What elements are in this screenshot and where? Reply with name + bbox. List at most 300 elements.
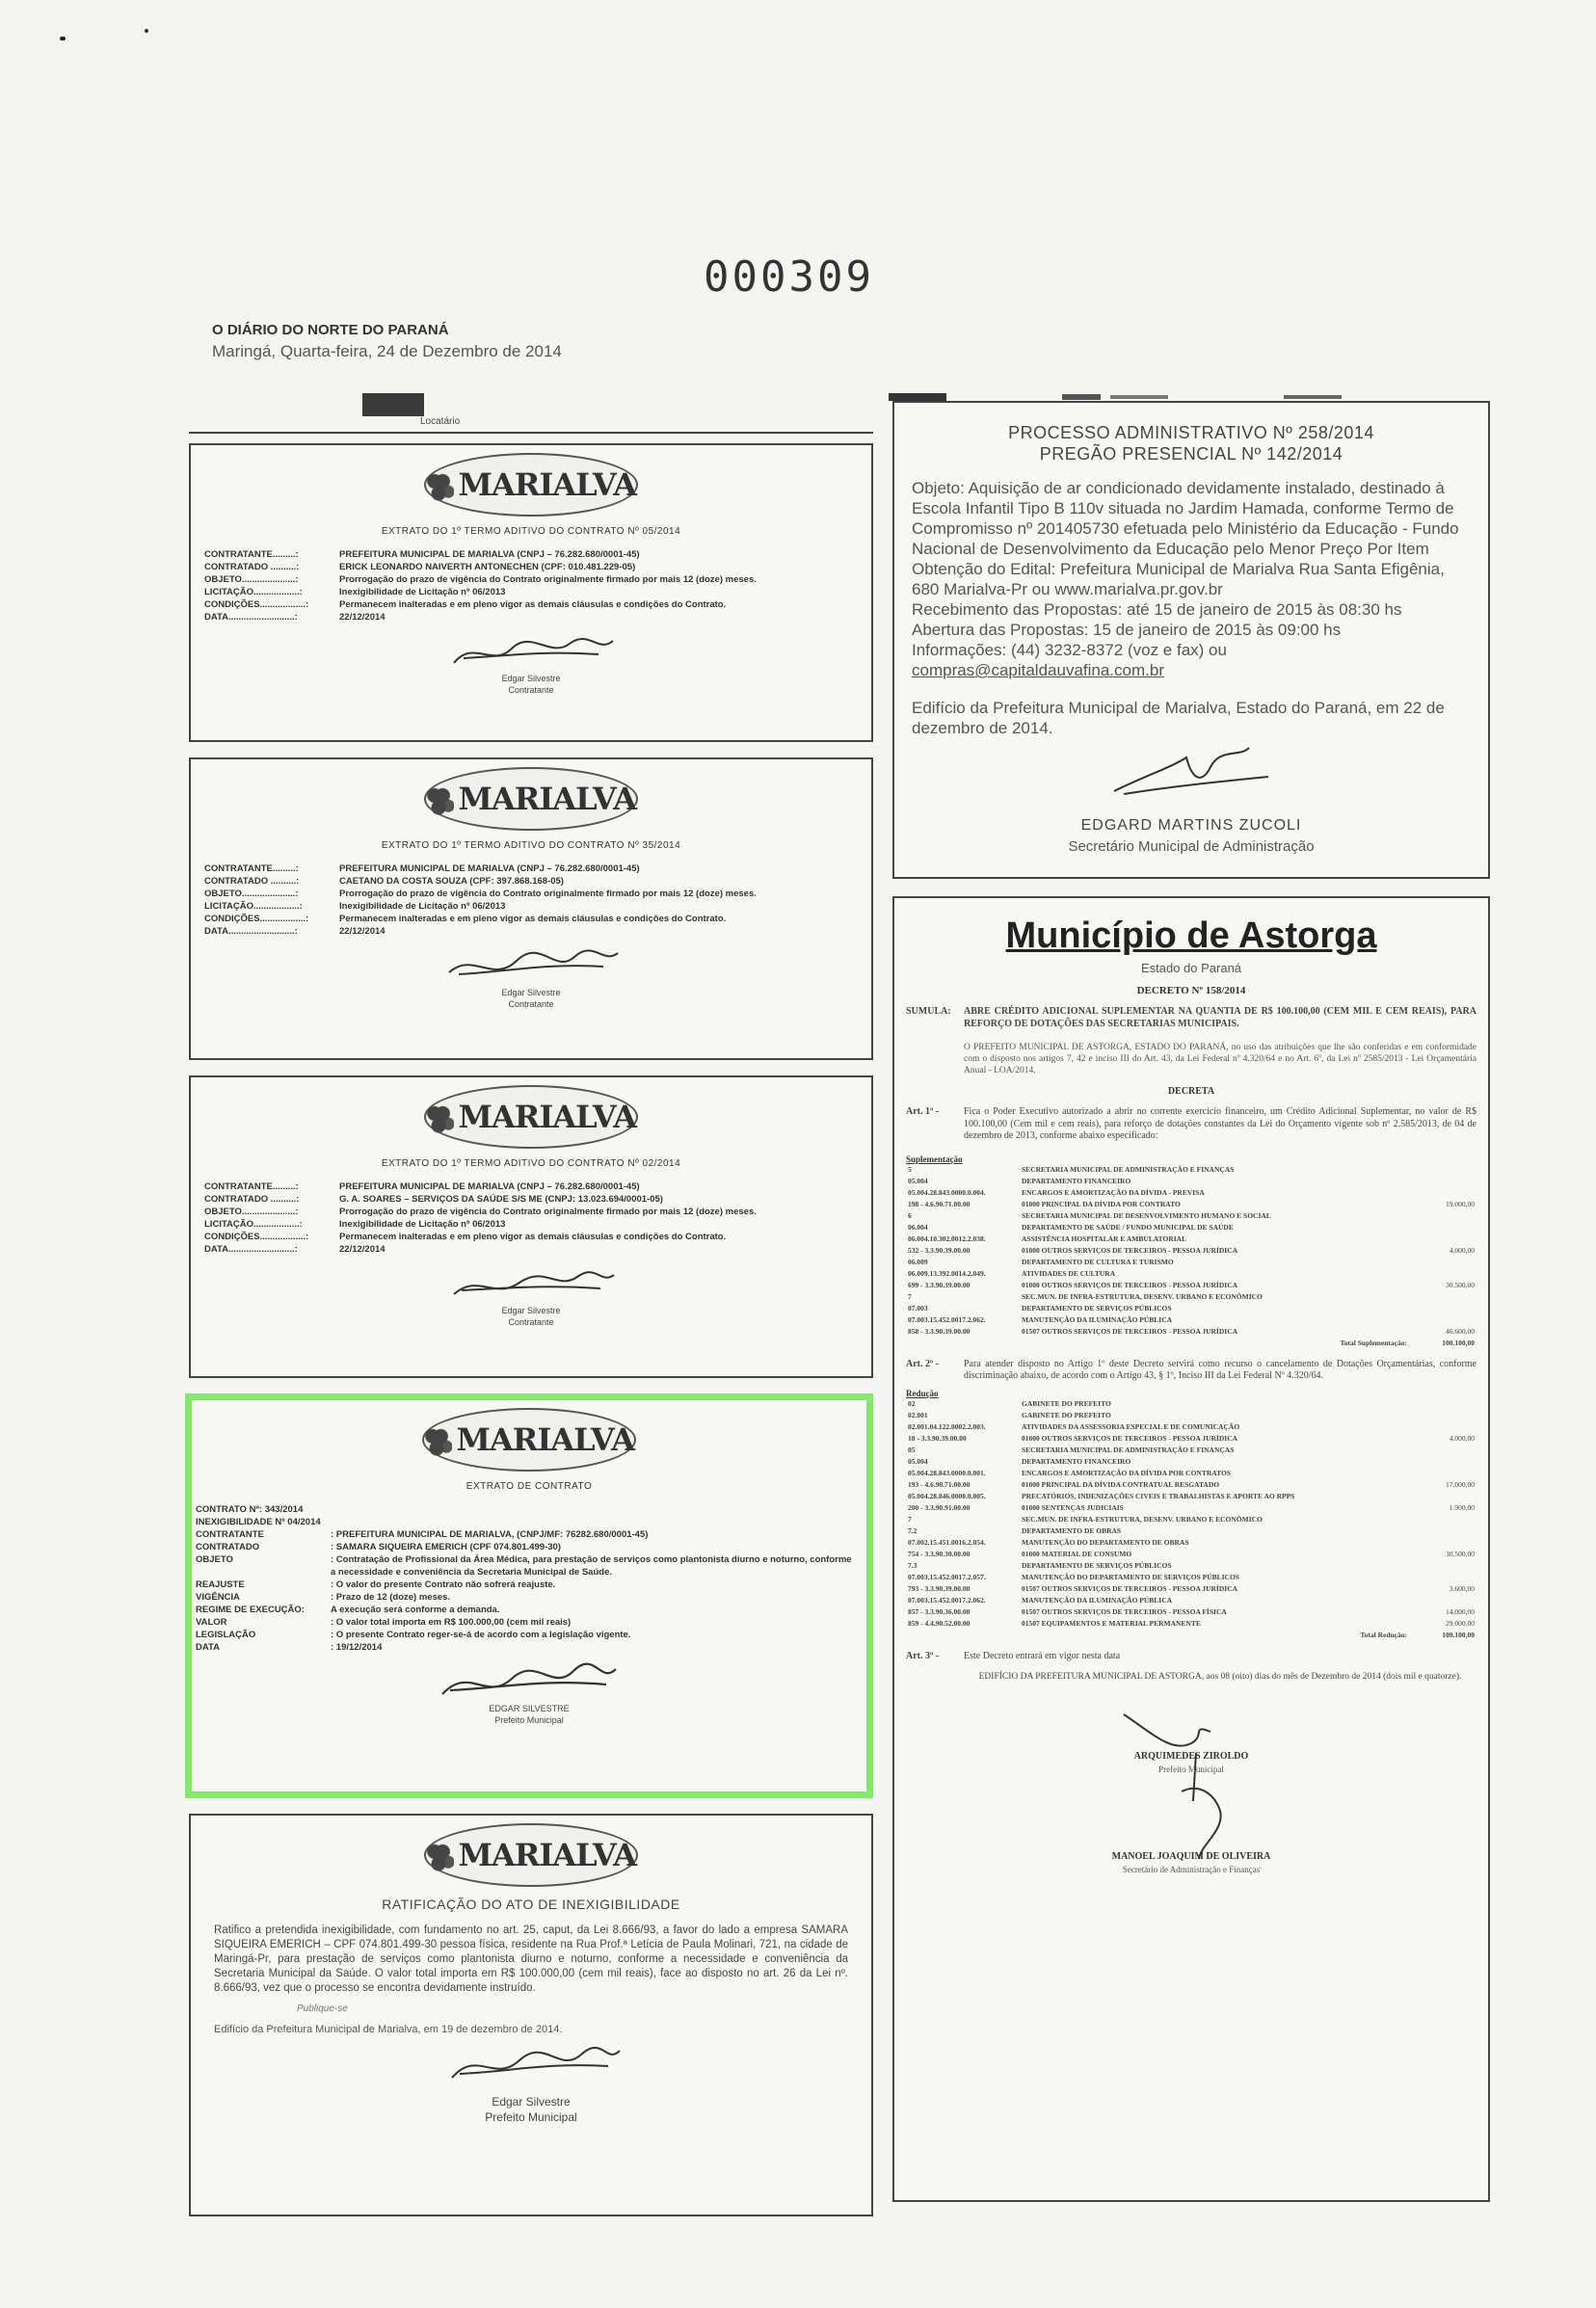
budget-description: 01000 MATERIAL DE CONSUMO bbox=[1022, 1550, 1132, 1558]
field-row bbox=[196, 1516, 853, 1528]
field-label: CONTRATADO ..........: bbox=[204, 562, 300, 572]
budget-row bbox=[906, 1606, 1476, 1618]
field-row bbox=[204, 1206, 858, 1218]
field-label: CONTRATADO bbox=[196, 1542, 260, 1552]
budget-description: ENCARGOS E AMORTIZAÇÃO DA DÍVIDA - PREVISA bbox=[1022, 1188, 1205, 1197]
budget-amount: 3.600,00 bbox=[1449, 1584, 1475, 1593]
budget-description: GABINETE DO PREFEITO bbox=[1022, 1411, 1111, 1419]
field-label: DATA..........................: bbox=[204, 1244, 298, 1255]
field-value: Permanecem inalteradas e em pleno vigor as demais cláusulas e condições do Contrato. bbox=[339, 599, 727, 610]
field-value: 22/12/2014 bbox=[339, 926, 386, 937]
budget-row bbox=[906, 1164, 1476, 1176]
logo-text: MARIALVA bbox=[458, 781, 636, 817]
field-label: LICITAÇÃO..................: bbox=[204, 901, 303, 912]
reducao-heading: Redução bbox=[906, 1388, 939, 1398]
budget-amount: 4.000,00 bbox=[1449, 1246, 1475, 1255]
budget-amount bbox=[1409, 1257, 1476, 1268]
signer-name: Edgar Silvestre bbox=[501, 1306, 561, 1315]
signer-name: MANOEL JOAQUIM DE OLIVEIRA bbox=[1111, 1851, 1271, 1862]
field-value: Prorrogação do prazo de vigência do Contrato originalmente firmado por mais 12 (doze) meses. bbox=[339, 1207, 757, 1217]
budget-row bbox=[906, 1280, 1476, 1291]
signature-scribble bbox=[435, 629, 627, 677]
budget-description: 01507 OUTROS SERVIÇOS DE TERCEIROS - PESSOA FÍSICA bbox=[1022, 1607, 1227, 1616]
budget-description: 01000 OUTROS SERVIÇOS DE TERCEIROS - PESSOA JURÍDICA bbox=[1022, 1281, 1238, 1289]
budget-amount bbox=[1409, 1398, 1476, 1410]
extrato-contrato-highlighted bbox=[185, 1393, 873, 1798]
field-label: CONTRATANTE.........: bbox=[204, 863, 299, 874]
budget-description: DEPARTAMENTO DE OBRAS bbox=[1022, 1526, 1122, 1535]
field-value: : Contratação de Profissional da Área Médica, para prestação de serviços como plantonista diurno e noturno, conforme a necessidade e conveniência da Secretaria Municipal de Saúde. bbox=[331, 1554, 852, 1578]
field-row bbox=[196, 1591, 853, 1604]
budget-code: 05.004 bbox=[908, 1457, 928, 1466]
field-row bbox=[204, 862, 858, 875]
article-text: Este Decreto entrará em vigor nesta data bbox=[964, 1650, 1121, 1661]
field-row bbox=[204, 598, 858, 611]
signer-role: Secretário de Administração e Finanças bbox=[1122, 1865, 1261, 1874]
field-value: : O valor total importa em R$ 100.000,00 (cem mil reais) bbox=[331, 1617, 572, 1628]
field-value: Inexigibilidade de Licitação nº 06/2013 bbox=[339, 587, 506, 597]
budget-amount bbox=[1409, 1176, 1476, 1187]
budget-code: 07.003 bbox=[908, 1304, 928, 1313]
total-amount: 100.100,00 bbox=[1442, 1631, 1475, 1639]
field-label: CONTRATO Nº: 343/2014 bbox=[196, 1504, 304, 1515]
field-label: VIGÊNCIA bbox=[196, 1592, 240, 1603]
field-value: : O valor do presente Contrato não sofrerá reajuste. bbox=[331, 1579, 556, 1590]
field-row bbox=[196, 1541, 853, 1553]
article-3 bbox=[906, 1651, 1476, 1663]
article-1 bbox=[906, 1106, 1476, 1143]
field-row bbox=[204, 611, 858, 623]
field-label: REGIME DE EXECUÇÃO: bbox=[196, 1605, 305, 1615]
budget-row bbox=[906, 1303, 1476, 1314]
signer-name: Edgar Silvestre bbox=[501, 674, 561, 683]
budget-description: 01507 EQUIPAMENTOS E MATERIAL PERMANENTE bbox=[1022, 1619, 1201, 1628]
signer-name: EDGAR SILVESTRE bbox=[489, 1704, 570, 1713]
signature-scribble bbox=[423, 1659, 635, 1708]
ratificacao-place: Edifício da Prefeitura Municipal de Marialva, em 19 de dezembro de 2014. bbox=[214, 2024, 563, 2035]
budget-description: SEC.MUN. DE INFRA-ESTRUTURA, DESENV. URBANO E ECONÔMICO bbox=[1022, 1515, 1263, 1524]
field-label: CONDIÇÕES..................: bbox=[204, 1232, 309, 1242]
astorga-decree-box bbox=[892, 896, 1490, 2202]
article-2 bbox=[906, 1359, 1476, 1383]
budget-row bbox=[906, 1560, 1476, 1572]
budget-code: 200 - 3.3.90.91.00.00 bbox=[908, 1503, 971, 1512]
budget-description: 01000 SENTENÇAS JUDICIAIS bbox=[1022, 1503, 1124, 1512]
field-value: : Prazo de 12 (doze) meses. bbox=[331, 1592, 451, 1603]
budget-description: DEPARTAMENTO DE SAÚDE / FUNDO MUNICIPAL DE SAÚDE bbox=[1022, 1223, 1234, 1232]
field-label: CONTRATANTE.........: bbox=[204, 549, 299, 560]
closing-text: EDIFÍCIO DA PREFEITURA MUNICIPAL DE ASTORGA, aos 08 (oito) dias do mês de Dezembro de 2014 (dois mil e quatorze). bbox=[978, 1672, 1462, 1682]
budget-code: 699 - 3.3.90.39.00.00 bbox=[908, 1281, 971, 1289]
budget-row bbox=[906, 1549, 1476, 1560]
budget-description: ENCARGOS E AMORTIZAÇÃO DA DÍVIDA POR CONTRATOS bbox=[1022, 1469, 1231, 1477]
budget-code: 06.004 bbox=[908, 1223, 928, 1232]
budget-amount: 1.900,00 bbox=[1449, 1503, 1475, 1512]
budget-description: SECRETARIA MUNICIPAL DE ADMINISTRAÇÃO E FINANÇAS bbox=[1022, 1446, 1235, 1454]
field-row bbox=[204, 913, 858, 925]
field-row bbox=[204, 1181, 858, 1193]
extrato-title: EXTRATO DO 1º TERMO ADITIVO DO CONTRATO Nº 05/2014 bbox=[381, 526, 681, 537]
field-value: PREFEITURA MUNICIPAL DE MARIALVA (CNPJ – 76.282.680/0001-45) bbox=[339, 1181, 640, 1192]
newspaper-date: Maringá, Quarta-feira, 24 de Dezembro de 2014 bbox=[212, 342, 562, 360]
budget-amount bbox=[1409, 1268, 1476, 1280]
article-label: Art. 2º - bbox=[906, 1358, 940, 1369]
field-label: CONTRATANTE bbox=[196, 1529, 264, 1540]
budget-amount bbox=[1409, 1514, 1476, 1525]
budget-row bbox=[906, 1421, 1476, 1433]
budget-amount bbox=[1409, 1187, 1476, 1199]
field-value: A execução será conforme a demanda. bbox=[331, 1605, 500, 1615]
field-label: LICITAÇÃO..................: bbox=[204, 587, 303, 597]
signer-role: Prefeito Municipal bbox=[494, 1715, 564, 1725]
budget-description: GABINETE DO PREFEITO bbox=[1022, 1399, 1111, 1408]
article-label: Art. 3º - bbox=[906, 1650, 940, 1661]
field-value: Inexigibilidade de Licitação nº 06/2013 bbox=[339, 1219, 506, 1230]
budget-description: SECRETARIA MUNICIPAL DE ADMINISTRAÇÃO E FINANÇAS bbox=[1022, 1165, 1235, 1174]
budget-row bbox=[906, 1268, 1476, 1280]
scan-speck bbox=[60, 37, 66, 40]
signature-block bbox=[191, 2039, 871, 2126]
field-label: VALOR bbox=[196, 1617, 227, 1628]
budget-code: 5 bbox=[908, 1165, 912, 1174]
pregao-title: PREGÃO PRESENCIAL Nº 142/2014 bbox=[1039, 444, 1343, 464]
budget-amount bbox=[1409, 1234, 1476, 1245]
budget-code: 07.003.15.452.0017.2.062. bbox=[908, 1315, 986, 1324]
email-text[interactable]: compras@capitaldauvafina.com.br bbox=[912, 661, 1164, 679]
budget-code: 07.002.15.451.0016.2.054. bbox=[908, 1538, 986, 1547]
budget-row bbox=[906, 1398, 1476, 1410]
budget-description: 01000 OUTROS SERVIÇOS DE TERCEIROS - PESSOA JURÍDICA bbox=[1022, 1246, 1238, 1255]
signer-role: Secretário Municipal de Administração bbox=[1068, 838, 1315, 855]
left-column bbox=[189, 393, 873, 2232]
total-amount: 100.100,00 bbox=[1442, 1339, 1475, 1347]
reducao-table bbox=[906, 1398, 1476, 1641]
budget-row bbox=[906, 1245, 1476, 1257]
logo-text: MARIALVA bbox=[456, 1421, 634, 1458]
budget-amount: 29.000,00 bbox=[1446, 1619, 1475, 1628]
field-row bbox=[196, 1604, 853, 1616]
signature-scribble bbox=[1085, 1685, 1297, 1878]
field-value: Prorrogação do prazo de vigência do Contrato originalmente firmado por mais 12 (doze) meses. bbox=[339, 574, 757, 585]
budget-amount bbox=[1409, 1572, 1476, 1583]
signature-scribble bbox=[435, 1261, 627, 1310]
signer-role: Contratante bbox=[508, 685, 554, 695]
locatario-bar bbox=[189, 393, 873, 434]
budget-row bbox=[906, 1326, 1476, 1338]
field-value: : 19/12/2014 bbox=[331, 1642, 383, 1653]
budget-amount: 30.500,00 bbox=[1446, 1550, 1475, 1558]
field-row bbox=[204, 1231, 858, 1243]
field-label: REAJUSTE bbox=[196, 1579, 245, 1590]
processo-recebimento: Recebimento das Propostas: até 15 de janeiro de 2015 às 08:30 hs bbox=[912, 600, 1402, 619]
ratificacao-box bbox=[189, 1814, 873, 2216]
field-row bbox=[204, 925, 858, 938]
signer-name: EDGARD MARTINS ZUCOLI bbox=[1080, 817, 1302, 834]
grapes-icon bbox=[424, 1422, 452, 1457]
processo-body bbox=[912, 478, 1471, 738]
extrato-fields bbox=[191, 862, 871, 938]
processo-place: Edifício da Prefeitura Municipal de Marialva, Estado do Paraná, em 22 de dezembro de 2014. bbox=[912, 699, 1445, 737]
budget-row bbox=[906, 1595, 1476, 1606]
budget-code: 18 - 3.3.90.39.00.00 bbox=[908, 1434, 967, 1443]
budget-amount bbox=[1409, 1210, 1476, 1222]
field-label: DATA..........................: bbox=[204, 612, 298, 623]
signer-name: Edgar Silvestre bbox=[492, 2095, 571, 2109]
redacted-block bbox=[362, 393, 424, 416]
field-row bbox=[196, 1528, 853, 1541]
marialva-logo bbox=[191, 1085, 871, 1149]
budget-code: 02.001 bbox=[908, 1411, 928, 1419]
article-label: Art. 1º - bbox=[906, 1106, 940, 1117]
total-label: Total Suplementação: bbox=[1340, 1339, 1407, 1347]
processo-box bbox=[892, 401, 1490, 879]
field-row bbox=[204, 900, 858, 913]
article-text: Fica o Poder Executivo autorizado a abrir no corrente exercício financeiro, um Crédito Adicional Suplementar, no valor de R$ 100.100,00 (Cem mil e cem reais), para reforço de dotações constantes da Lei do Orçamento vigente sob nº 2.585/2013, de 04 de dezembro de 2013, conforme abaixo especificado: bbox=[964, 1106, 1476, 1141]
budget-description: MANUTENÇÃO DA ILUMINAÇÃO PÚBLICA bbox=[1022, 1315, 1173, 1324]
field-label: CONDIÇÕES..................: bbox=[204, 599, 309, 610]
budget-amount bbox=[1409, 1291, 1476, 1303]
budget-row bbox=[906, 1433, 1476, 1445]
field-value bbox=[331, 1516, 853, 1528]
budget-amount bbox=[1409, 1314, 1476, 1326]
budget-row bbox=[906, 1291, 1476, 1303]
processo-informacoes: Informações: (44) 3232-8372 (voz e fax) ou bbox=[912, 641, 1227, 659]
budget-amount bbox=[1409, 1222, 1476, 1234]
suplementacao-heading: Suplementação bbox=[906, 1154, 963, 1164]
field-label: DATA bbox=[196, 1642, 220, 1653]
field-label: LICITAÇÃO..................: bbox=[204, 1219, 303, 1230]
budget-row bbox=[906, 1514, 1476, 1525]
signer-name: ARQUIMEDES ZIROLDO bbox=[1133, 1751, 1249, 1762]
grapes-icon bbox=[426, 1838, 454, 1872]
field-row bbox=[196, 1553, 853, 1578]
processo-edital: Obtenção do Edital: Prefeitura Municipal de Marialva Rua Santa Efigênia, 680 Marialva-Pr ou www.marialva.pr.gov.br bbox=[912, 560, 1445, 598]
budget-description: ATIVIDADES DA ASSESSORIA ESPECIAL E DE COMUNICAÇÃO bbox=[1022, 1422, 1240, 1431]
budget-row bbox=[906, 1222, 1476, 1234]
budget-amount bbox=[1409, 1421, 1476, 1433]
redacted-header-strip bbox=[889, 393, 1505, 403]
extrato-title: EXTRATO DE CONTRATO bbox=[466, 1481, 593, 1492]
budget-code: 858 - 3.3.90.39.00.00 bbox=[908, 1327, 971, 1336]
signature-block bbox=[192, 1659, 866, 1727]
right-column bbox=[892, 401, 1490, 2202]
budget-row bbox=[906, 1479, 1476, 1491]
budget-row bbox=[906, 1187, 1476, 1199]
budget-code: 857 - 3.3.90.36.00.00 bbox=[908, 1607, 971, 1616]
extrato-fields bbox=[191, 1181, 871, 1256]
budget-description: 01507 OUTROS SERVIÇOS DE TERCEIROS - PESSOA JURÍDICA bbox=[1022, 1584, 1238, 1593]
budget-code: 05.004 bbox=[908, 1177, 928, 1185]
processo-email-link[interactable] bbox=[912, 660, 1471, 680]
budget-amount bbox=[1409, 1537, 1476, 1549]
budget-code: 05 bbox=[908, 1446, 916, 1454]
field-row bbox=[204, 1193, 858, 1206]
budget-amount bbox=[1409, 1456, 1476, 1468]
extrato-fields bbox=[191, 548, 871, 623]
field-label: OBJETO.....................: bbox=[204, 574, 299, 585]
grapes-icon bbox=[426, 467, 454, 502]
extrato-title: EXTRATO DO 1º TERMO ADITIVO DO CONTRATO Nº 35/2014 bbox=[381, 840, 681, 851]
budget-row bbox=[906, 1314, 1476, 1326]
budget-description: 01000 PRINCIPAL DA DÍVIDA POR CONTRATO bbox=[1022, 1200, 1181, 1208]
budget-amount: 19.000,00 bbox=[1446, 1200, 1475, 1208]
field-row bbox=[196, 1616, 853, 1629]
budget-row bbox=[906, 1583, 1476, 1595]
budget-total-row bbox=[906, 1338, 1476, 1349]
field-label: DATA..........................: bbox=[204, 926, 298, 937]
budget-row bbox=[906, 1410, 1476, 1421]
extrato-fields bbox=[192, 1503, 866, 1654]
field-value bbox=[331, 1503, 853, 1516]
budget-code: 193 - 4.6.90.71.00.00 bbox=[908, 1480, 971, 1489]
logo-text: MARIALVA bbox=[458, 1837, 636, 1873]
signature-block bbox=[912, 738, 1471, 865]
budget-total-row bbox=[906, 1630, 1476, 1641]
budget-row bbox=[906, 1445, 1476, 1456]
budget-amount bbox=[1409, 1468, 1476, 1479]
scan-speck bbox=[145, 29, 148, 33]
processo-objeto: Objeto: Aquisição de ar condicionado devidamente instalado, destinado à Escola Infantil Tipo B 110v situada no Jardim Hamada, conforme Termo de Compromisso nº 201405730 efetuada pelo Ministério da Educação - Fundo Nacional de Desenvolvimento da Educação pelo Menor Preço Por Item bbox=[912, 479, 1459, 558]
budget-amount: 46.600,00 bbox=[1446, 1327, 1475, 1336]
field-label: CONTRATADO ..........: bbox=[204, 876, 300, 887]
budget-code: 7.2 bbox=[908, 1526, 918, 1535]
ratificacao-text: Ratifico a pretendida inexigibilidade, com fundamento no art. 25, caput, da Lei 8.666/93, a favor do lado a empresa SAMARA SIQUEIRA EMERICH – CPF 074.801.499-30 pessoa física, residente na Rua Prof.ª Letícia de Paula Molinari, 721, na cidade de Maringá-Pr, para prestação de serviços como plantonista diurno e noturno, conforme a necessidade e conveniência da Secretaria Municipal da Saúde. O valor total importa em R$ 100.000,00 (cem mil reais), face ao disposto no art. 26 da Lei nº. 8.666/93, vez que o processo se encontra devidamente instruído. bbox=[214, 1924, 848, 1994]
budget-description: PRECATÓRIOS, INDENIZAÇÕES CIVEIS E TRABALHISTAS E APORTE AO RPPS bbox=[1022, 1492, 1295, 1500]
budget-description: DEPARTAMENTO DE CULTURA E TURISMO bbox=[1022, 1258, 1174, 1266]
newspaper-header bbox=[212, 322, 562, 361]
budget-row bbox=[906, 1618, 1476, 1630]
budget-code: 7 bbox=[908, 1292, 912, 1301]
field-value: Inexigibilidade de Licitação nº 06/2013 bbox=[339, 901, 506, 912]
budget-code: 05.004.28.846.0000.0.005. bbox=[908, 1492, 986, 1500]
budget-amount bbox=[1409, 1303, 1476, 1314]
budget-code: 793 - 3.3.90.39.00.00 bbox=[908, 1584, 971, 1593]
budget-row bbox=[906, 1572, 1476, 1583]
budget-row bbox=[906, 1257, 1476, 1268]
budget-code: 06.009 bbox=[908, 1258, 928, 1266]
astorga-signatures bbox=[906, 1682, 1476, 1913]
budget-code: 06.009.13.392.0014.2.049. bbox=[908, 1269, 986, 1278]
signer-role: Contratante bbox=[508, 999, 554, 1009]
budget-row bbox=[906, 1502, 1476, 1514]
marialva-logo bbox=[191, 453, 871, 517]
field-row bbox=[204, 1243, 858, 1256]
signer-name: Edgar Silvestre bbox=[501, 988, 561, 997]
budget-amount: 4.000,00 bbox=[1449, 1434, 1475, 1443]
field-row bbox=[196, 1629, 853, 1641]
logo-text: MARIALVA bbox=[458, 466, 636, 503]
budget-description: SECRETARIA MUNICIPAL DE DESENVOLVIMENTO HUMANO E SOCIAL bbox=[1022, 1211, 1271, 1220]
field-label: INEXIGIBILIDADE Nº 04/2014 bbox=[196, 1517, 321, 1527]
budget-code: 05.004.28.843.0000.0.001. bbox=[908, 1469, 986, 1477]
budget-code: 05.004.28.843.0000.0.004. bbox=[908, 1188, 986, 1197]
budget-code: 06.004.10.302.0012.2.038. bbox=[908, 1234, 986, 1243]
field-label: LEGISLAÇÃO bbox=[196, 1630, 256, 1640]
page-number-stamp: 000309 bbox=[704, 252, 874, 302]
budget-description: 01507 OUTROS SERVIÇOS DE TERCEIROS - PESSOA JURÍDICA bbox=[1022, 1327, 1238, 1336]
budget-description: DEPARTAMENTO FINANCEIRO bbox=[1022, 1457, 1131, 1466]
budget-description: MANUTENÇÃO DA ILUMINAÇÃO PÚBLICA bbox=[1022, 1596, 1173, 1605]
field-row bbox=[196, 1641, 853, 1654]
field-value: Permanecem inalteradas e em pleno vigor as demais cláusulas e condições do Contrato. bbox=[339, 914, 727, 924]
field-row bbox=[204, 888, 858, 900]
signature-scribble bbox=[1095, 738, 1288, 806]
field-row bbox=[196, 1578, 853, 1591]
field-value: 22/12/2014 bbox=[339, 612, 386, 623]
budget-amount bbox=[1409, 1560, 1476, 1572]
extrato-box-2 bbox=[189, 757, 873, 1060]
signature-block bbox=[191, 629, 871, 697]
budget-description: ASSISTÊNCIA HOSPITALAR E AMBULATORIAL bbox=[1022, 1234, 1187, 1243]
budget-row bbox=[906, 1199, 1476, 1210]
signature-scribble bbox=[435, 2039, 627, 2093]
budget-description: 01000 PRINCIPAL DA DÍVIDA CONTRATUAL RESGATADO bbox=[1022, 1480, 1220, 1489]
field-value: : PREFEITURA MUNICIPAL DE MARIALVA, (CNPJ/MF: 76282.680/0001-45) bbox=[331, 1529, 649, 1540]
budget-amount bbox=[1409, 1595, 1476, 1606]
suplementacao-table bbox=[906, 1164, 1476, 1349]
field-value: ERICK LEONARDO NAIVERTH ANTONECHEN (CPF: 010.481.229-05) bbox=[339, 562, 636, 572]
field-row bbox=[204, 573, 858, 586]
preamble: O PREFEITO MUNICIPAL DE ASTORGA, ESTADO DO PARANÁ, no uso das atribuições que lhe são conferidas e em conformidade com o disposto nos artigos 7, 42 e inciso III do Art. 43, da Lei Federal nº 4.320/64 e no Art. 6º, da Lei nº 2585/2013 - Lei Orçamentária Anual - LOA/2014. bbox=[964, 1043, 1476, 1075]
budget-code: 02 bbox=[908, 1399, 916, 1408]
field-row bbox=[196, 1503, 853, 1516]
budget-code: 02.001.04.122.0002.2.003. bbox=[908, 1422, 986, 1431]
budget-row bbox=[906, 1491, 1476, 1502]
signer-role: Contratante bbox=[508, 1317, 554, 1327]
signature-block bbox=[191, 1261, 871, 1329]
budget-amount: 14.000,00 bbox=[1446, 1607, 1475, 1616]
sumula-row bbox=[906, 1006, 1476, 1030]
sumula-text: ABRE CRÉDITO ADICIONAL SUPLEMENTAR NA QUANTIA DE R$ 100.100,00 (CEM MIL E CEM REAIS), PARA REFORÇO DE DOTAÇÕES DAS SECRETARIAS MUNICIPAIS. bbox=[964, 1006, 1476, 1029]
field-value: 22/12/2014 bbox=[339, 1244, 386, 1255]
decree-number: DECRETO Nº 158/2014 bbox=[1136, 985, 1246, 996]
field-value: : SAMARA SIQUEIRA EMERICH (CPF 074.801.499-30) bbox=[331, 1542, 561, 1552]
budget-amount: 17.000,00 bbox=[1446, 1480, 1475, 1489]
logo-text: MARIALVA bbox=[458, 1099, 636, 1135]
grapes-icon bbox=[426, 782, 454, 816]
budget-row bbox=[906, 1210, 1476, 1222]
budget-description: DEPARTAMENTO FINANCEIRO bbox=[1022, 1177, 1131, 1185]
budget-code: 532 - 3.3.90.39.00.00 bbox=[908, 1246, 971, 1255]
budget-description: DEPARTAMENTO DE SERVIÇOS PÚBLICOS bbox=[1022, 1304, 1172, 1313]
field-row bbox=[204, 548, 858, 561]
field-label: CONTRATADO ..........: bbox=[204, 1194, 300, 1205]
marialva-logo bbox=[191, 1823, 871, 1887]
state-subtitle: Estado do Paraná bbox=[1140, 961, 1242, 975]
field-value: CAETANO DA COSTA SOUZA (CPF: 397.868.168-05) bbox=[339, 876, 564, 887]
budget-code: 7 bbox=[908, 1515, 912, 1524]
budget-description: ATIVIDADES DE CULTURA bbox=[1022, 1269, 1116, 1278]
budget-row bbox=[906, 1525, 1476, 1537]
budget-code: 198 - 4.6.90.71.00.00 bbox=[908, 1200, 971, 1208]
budget-code: 754 - 3.3.90.30.00.00 bbox=[908, 1550, 971, 1558]
sumula-label: SUMULA: bbox=[906, 1006, 951, 1017]
decreta-heading: DECRETA bbox=[1167, 1086, 1215, 1097]
publique-se: Publique-se bbox=[297, 2003, 348, 2014]
processo-title: PROCESSO ADMINISTRATIVO Nº 258/2014 bbox=[1008, 423, 1374, 442]
field-label: CONDIÇÕES..................: bbox=[204, 914, 309, 924]
signer-role: Prefeito Municipal bbox=[1158, 1764, 1224, 1774]
budget-description: DEPARTAMENTO DE SERVIÇOS PÚBLICOS bbox=[1022, 1561, 1172, 1570]
budget-description: SEC.MUN. DE INFRA-ESTRUTURA, DESENV. URBANO E ECONÔMICO bbox=[1022, 1292, 1263, 1301]
budget-row bbox=[906, 1468, 1476, 1479]
budget-row bbox=[906, 1537, 1476, 1549]
locatario-label: Locatário bbox=[420, 416, 461, 427]
marialva-logo bbox=[192, 1408, 866, 1472]
field-value: G. A. SOARES – SERVIÇOS DA SAÚDE S/S ME (CNPJ: 13.023.694/0001-05) bbox=[339, 1194, 663, 1205]
signature-scribble bbox=[435, 943, 627, 992]
budget-row bbox=[906, 1234, 1476, 1245]
